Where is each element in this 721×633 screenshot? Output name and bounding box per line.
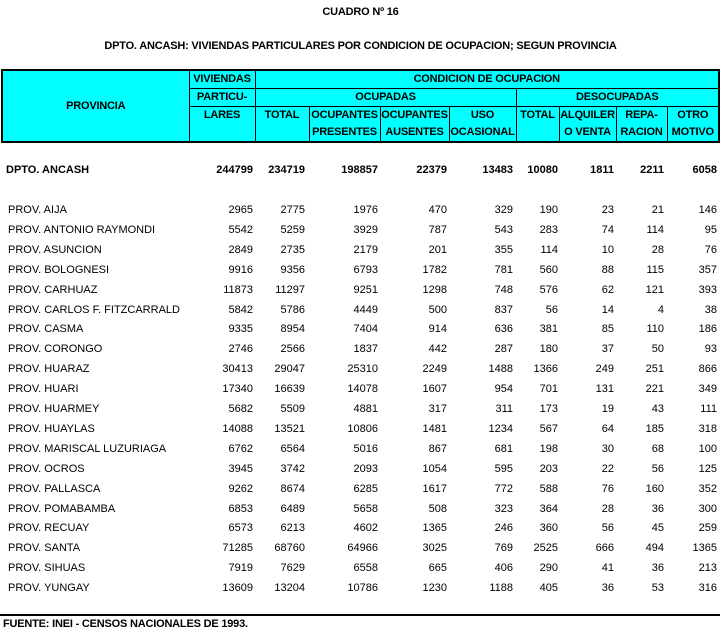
cell-reparacion: 185	[645, 422, 664, 435]
cell-ocup-total: 9356	[280, 263, 305, 276]
cell-reparacion: 221	[645, 383, 664, 396]
cell-reparacion: 115	[646, 263, 664, 276]
cell-viviendas: 9335	[228, 323, 253, 336]
header-ocupadas: OCUPADAS	[255, 89, 516, 107]
cell-reparacion: 114	[646, 223, 664, 236]
cell-ocup-presentes: 4602	[353, 522, 378, 535]
cell-ocup-total: 8954	[280, 323, 305, 336]
cell-des-total: 364	[539, 502, 558, 515]
cell-viviendas: 7919	[228, 562, 253, 575]
header-ocup-presentes-2: PRESENTES	[312, 126, 377, 138]
table-header	[1, 69, 720, 143]
cell-ocup-presentes: 6558	[353, 562, 378, 575]
cell-otro-motivo: 318	[698, 422, 717, 435]
cell-ocup-presentes: 25310	[347, 363, 378, 376]
table-row	[0, 300, 721, 320]
cell-otro-motivo: 393	[698, 283, 717, 296]
cell-alquiler: 131	[595, 383, 614, 396]
cell-uso-ocasional: 323	[494, 502, 513, 515]
header-ocup-ausentes-2: AUSENTES	[385, 126, 444, 138]
cell-uso-ocasional: 355	[494, 243, 513, 256]
cell-ocup-presentes: 6285	[353, 482, 378, 495]
cell-ocup-total: 5786	[280, 303, 305, 316]
cell-ocup-total: 11297	[275, 283, 305, 296]
cell-ocup-ausentes: 787	[428, 223, 447, 236]
cell-otro-motivo: 76	[704, 243, 717, 256]
cell-viviendas: 6853	[228, 502, 253, 515]
table-row	[0, 538, 721, 558]
cell-viviendas: 6573	[228, 522, 253, 535]
cell-reparacion: 110	[646, 323, 664, 336]
cell-ocup-total: 5259	[280, 223, 305, 236]
cell-uso-ocasional: 772	[494, 482, 513, 495]
header-des-total	[516, 107, 559, 143]
cell-ocup-ausentes: 317	[428, 403, 447, 415]
row-name: PROV. AIJA	[8, 204, 67, 216]
cell-viviendas: 5842	[228, 303, 253, 316]
cell-ocup-ausentes: 508	[428, 502, 447, 515]
cell-uso-ocasional: 13483	[482, 164, 513, 176]
cell-ocup-presentes: 5658	[353, 502, 378, 515]
cell-viviendas: 2849	[228, 243, 253, 256]
table-row	[0, 260, 721, 280]
cell-alquiler: 30	[601, 442, 614, 455]
cell-viviendas: 11873	[223, 283, 253, 296]
header-uso-2: OCASIONAL	[450, 126, 515, 138]
cell-ocup-ausentes: 1481	[422, 422, 447, 435]
cell-viviendas: 5682	[228, 403, 253, 415]
cell-des-total: 10080	[527, 164, 558, 176]
cell-ocup-ausentes: 665	[428, 562, 447, 575]
cell-alquiler: 36	[601, 582, 614, 595]
cell-viviendas: 9916	[228, 263, 253, 276]
cell-otro-motivo: 93	[704, 343, 717, 356]
row-name: PROV. ANTONIO RAYMONDI	[8, 223, 156, 236]
row-name: PROV. PALLASCA	[8, 482, 101, 495]
cell-ocup-ausentes: 442	[428, 343, 447, 356]
cell-des-total: 405	[539, 582, 558, 595]
header-condicion: CONDICION DE OCUPACION	[255, 70, 719, 89]
cell-ocup-presentes: 1837	[353, 343, 378, 356]
header-alquiler-2: O VENTA	[564, 126, 611, 138]
table-row	[0, 439, 721, 459]
cell-viviendas: 13609	[222, 582, 253, 595]
cell-uso-ocasional: 287	[494, 343, 513, 356]
cell-ocup-ausentes: 1365	[422, 522, 447, 535]
cell-alquiler: 62	[601, 283, 614, 296]
header-ocup-presentes	[309, 107, 380, 143]
cell-ocup-presentes: 1976	[353, 204, 378, 216]
cell-des-total: 360	[539, 522, 558, 535]
cell-des-total: 190	[539, 204, 558, 216]
table-number: CUADRO Nº 16	[322, 6, 399, 18]
header-ocup-ausentes-1: OCUPANTES	[381, 109, 448, 121]
header-alquiler	[559, 107, 616, 143]
row-name: PROV. POMABAMBA	[8, 502, 116, 515]
cell-alquiler: 85	[601, 323, 614, 336]
cell-alquiler: 10	[601, 243, 614, 256]
cell-otro-motivo: 100	[698, 442, 717, 455]
row-name: PROV. ASUNCION	[8, 243, 102, 256]
cell-des-total: 180	[539, 343, 558, 356]
cell-ocup-total: 5509	[280, 403, 305, 415]
cell-des-total: 173	[539, 403, 558, 415]
header-desocupadas: DESOCUPADAS	[516, 89, 719, 107]
cell-des-total: 701	[539, 383, 558, 396]
cell-otro-motivo: 357	[698, 263, 717, 276]
header-uso-ocasional	[449, 107, 516, 143]
cell-ocup-total: 2775	[280, 204, 305, 216]
table-row	[0, 280, 721, 300]
row-name: PROV. HUARI	[8, 383, 79, 396]
cell-des-total: 1366	[533, 363, 558, 376]
header-reparacion	[616, 107, 667, 143]
table-row	[0, 459, 721, 479]
row-name: PROV. CORONGO	[8, 343, 103, 356]
cell-ocup-total: 6564	[280, 442, 305, 455]
cell-ocup-ausentes: 2249	[422, 363, 447, 376]
row-name: PROV. CARHUAZ	[8, 283, 98, 296]
cell-viviendas: 17340	[222, 383, 253, 396]
cell-viviendas: 6762	[228, 442, 253, 455]
row-name: PROV. RECUAY	[8, 522, 90, 535]
cell-des-total: 56	[545, 303, 558, 316]
cell-ocup-total: 29047	[274, 363, 305, 376]
cell-ocup-ausentes: 1054	[422, 462, 447, 475]
cell-ocup-ausentes: 914	[428, 323, 447, 336]
cell-reparacion: 68	[651, 442, 664, 455]
cell-uso-ocasional: 781	[494, 263, 513, 276]
cell-uso-ocasional: 406	[494, 562, 513, 575]
cell-ocup-total: 2735	[280, 243, 305, 256]
cell-alquiler: 1811	[590, 164, 614, 176]
source-note: FUENTE: INEI - CENSOS NACIONALES DE 1993.	[3, 618, 248, 630]
table-row	[0, 339, 721, 359]
table-row	[0, 419, 721, 439]
header-uso-1: USO	[470, 109, 495, 121]
cell-reparacion: 2211	[640, 164, 664, 176]
cell-viviendas: 71285	[222, 542, 253, 555]
row-name: PROV. CASMA	[8, 323, 84, 336]
cell-ocup-presentes: 5016	[353, 442, 378, 455]
cell-uso-ocasional: 1234	[488, 422, 513, 435]
row-name: PROV. HUARAZ	[8, 363, 90, 376]
cell-ocup-total: 68760	[274, 542, 305, 555]
cell-uso-ocasional: 311	[495, 403, 513, 415]
cell-ocup-total: 7629	[280, 562, 305, 575]
cell-reparacion: 160	[645, 482, 664, 495]
cell-ocup-ausentes: 1298	[422, 283, 447, 296]
cell-reparacion: 45	[651, 522, 664, 535]
cell-alquiler: 76	[601, 482, 614, 495]
cell-otro-motivo: 95	[704, 223, 717, 236]
cell-ocup-presentes: 9251	[353, 283, 378, 296]
header-viviendas-3	[189, 107, 255, 143]
table-row	[0, 518, 721, 538]
cell-otro-motivo: 349	[698, 383, 717, 396]
cell-ocup-total: 2566	[280, 343, 305, 356]
cell-ocup-total: 6213	[280, 522, 305, 535]
cell-des-total: 588	[539, 482, 558, 495]
cell-des-total: 381	[539, 323, 558, 336]
cell-des-total: 203	[539, 462, 558, 475]
table-row	[0, 359, 721, 379]
cell-ocup-presentes: 4881	[353, 403, 378, 415]
cell-ocup-presentes: 64966	[347, 542, 378, 555]
cell-reparacion: 43	[651, 403, 664, 415]
cell-viviendas: 244799	[216, 164, 253, 176]
cell-uso-ocasional: 837	[494, 303, 513, 316]
cell-ocup-total: 8674	[280, 482, 305, 495]
cell-ocup-ausentes: 1782	[422, 263, 447, 276]
row-name: PROV. SIHUAS	[8, 562, 86, 575]
cell-viviendas: 14088	[222, 422, 253, 435]
cell-ocup-presentes: 4449	[353, 303, 378, 316]
cell-ocup-ausentes: 867	[428, 442, 447, 455]
cell-des-total: 576	[539, 283, 558, 296]
cell-uso-ocasional: 246	[494, 522, 513, 535]
header-ocup-total-text: TOTAL	[264, 109, 300, 121]
header-ocup-total	[255, 107, 309, 143]
cell-otro-motivo: 111	[700, 403, 717, 415]
row-name: PROV. BOLOGNESI	[8, 263, 110, 276]
cell-alquiler: 56	[601, 522, 614, 535]
cell-uso-ocasional: 1488	[488, 363, 513, 376]
cell-ocup-presentes: 2179	[353, 243, 378, 256]
cell-ocup-ausentes: 470	[428, 204, 447, 216]
table-row	[0, 319, 721, 339]
cell-alquiler: 41	[601, 562, 614, 575]
table-row	[0, 399, 721, 419]
cell-ocup-ausentes: 1617	[422, 482, 447, 495]
header-viviendas-1: VIVIENDAS	[189, 70, 255, 89]
cell-alquiler: 14	[601, 303, 614, 316]
cell-ocup-total: 13204	[274, 582, 305, 595]
cell-uso-ocasional: 681	[494, 442, 513, 455]
cell-otro-motivo: 213	[698, 562, 717, 575]
cell-alquiler: 249	[595, 363, 614, 376]
table-row	[0, 220, 721, 240]
cell-viviendas: 30413	[222, 363, 253, 376]
cell-ocup-ausentes: 1607	[422, 383, 447, 396]
table-row	[0, 479, 721, 499]
table-row	[0, 240, 721, 260]
header-viviendas-3-text: LARES	[203, 109, 241, 121]
cell-alquiler: 37	[601, 343, 614, 356]
row-name: PROV. HUARMEY	[8, 403, 100, 415]
cell-ocup-total: 3742	[280, 462, 305, 475]
cell-ocup-ausentes: 201	[428, 243, 447, 256]
cell-ocup-presentes: 3929	[353, 223, 378, 236]
cell-alquiler: 74	[601, 223, 614, 236]
cell-reparacion: 21	[651, 204, 664, 216]
table-title: DPTO. ANCASH: VIVIENDAS PARTICULARES POR CONDICION DE OCUPACION; SEGUN PROVINCIA	[104, 40, 617, 52]
cell-des-total: 560	[539, 263, 558, 276]
cell-uso-ocasional: 595	[494, 462, 513, 475]
cell-otro-motivo: 1365	[692, 542, 717, 555]
header-reparacion-2: RACION	[620, 126, 663, 138]
cell-reparacion: 36	[651, 562, 664, 575]
cell-ocup-ausentes: 1230	[422, 582, 447, 595]
cell-otro-motivo: 300	[698, 502, 717, 515]
cell-viviendas: 5542	[228, 223, 253, 236]
total-row	[0, 160, 721, 180]
cell-otro-motivo: 146	[698, 204, 717, 216]
cell-reparacion: 4	[657, 303, 664, 316]
row-name: PROV. MARISCAL LUZURIAGA	[8, 442, 167, 455]
header-otro-2: MOTIVO	[671, 126, 714, 138]
cell-alquiler: 23	[601, 204, 614, 216]
cell-ocup-presentes: 7404	[353, 323, 378, 336]
cell-reparacion: 50	[651, 343, 664, 356]
header-ocup-presentes-1: OCUPANTES	[311, 109, 378, 121]
cell-viviendas: 2965	[228, 204, 253, 216]
table-row	[0, 558, 721, 578]
cell-ocup-ausentes: 22379	[416, 164, 447, 176]
cell-ocup-ausentes: 500	[428, 303, 447, 316]
table-row	[0, 499, 721, 519]
cell-ocup-total: 234719	[268, 164, 305, 176]
row-name: PROV. CARLOS F. FITZCARRALD	[8, 303, 180, 316]
cell-uso-ocasional: 769	[494, 542, 513, 555]
cell-otro-motivo: 866	[698, 363, 717, 376]
cell-ocup-presentes: 10806	[347, 422, 378, 435]
cell-otro-motivo: 352	[698, 482, 717, 495]
cell-ocup-total: 6489	[280, 502, 305, 515]
cell-reparacion: 121	[645, 283, 664, 296]
cell-ocup-total: 13521	[274, 422, 305, 435]
cell-ocup-ausentes: 3025	[422, 542, 447, 555]
header-viviendas-2: PARTICU-	[189, 89, 255, 107]
header-provincia: PROVINCIA	[2, 70, 189, 142]
row-name: PROV. OCROS	[8, 462, 85, 475]
header-ocup-ausentes	[380, 107, 449, 143]
cell-alquiler: 28	[601, 502, 614, 515]
row-name: PROV. HUAYLAS	[8, 422, 95, 435]
cell-ocup-presentes: 2093	[353, 462, 378, 475]
cell-reparacion: 28	[651, 243, 664, 256]
cell-des-total: 283	[539, 223, 558, 236]
cell-otro-motivo: 186	[698, 323, 717, 336]
cell-otro-motivo: 259	[698, 522, 717, 535]
cell-alquiler: 19	[601, 403, 614, 415]
cell-otro-motivo: 6058	[692, 164, 717, 176]
cell-reparacion: 494	[645, 542, 664, 555]
header-otro-motivo	[667, 107, 719, 143]
cell-reparacion: 251	[645, 363, 664, 376]
cell-alquiler: 64	[601, 422, 614, 435]
cell-reparacion: 53	[651, 582, 664, 595]
cell-alquiler: 22	[601, 462, 614, 475]
cell-alquiler: 88	[601, 263, 614, 276]
cell-otro-motivo: 38	[704, 303, 717, 316]
cell-ocup-presentes: 198857	[341, 164, 378, 176]
cell-reparacion: 36	[651, 502, 664, 515]
footer-rule	[0, 614, 720, 616]
cell-uso-ocasional: 329	[494, 204, 513, 216]
table-row	[0, 200, 721, 220]
table-row	[0, 379, 721, 399]
cell-viviendas: 2746	[228, 343, 253, 356]
cell-viviendas: 9262	[228, 482, 253, 495]
cell-ocup-total: 16639	[274, 383, 305, 396]
cell-viviendas: 3945	[228, 462, 253, 475]
cell-uso-ocasional: 748	[494, 283, 513, 296]
cell-uso-ocasional: 543	[494, 223, 513, 236]
cell-otro-motivo: 316	[698, 582, 717, 595]
header-des-total-text: TOTAL	[520, 109, 555, 121]
row-name: DPTO. ANCASH	[6, 164, 90, 176]
cell-uso-ocasional: 1188	[489, 582, 513, 595]
header-otro-1: OTRO	[677, 109, 709, 121]
cell-otro-motivo: 125	[698, 462, 717, 475]
cell-uso-ocasional: 954	[494, 383, 513, 396]
cell-des-total: 114	[540, 243, 558, 256]
cell-des-total: 290	[539, 562, 558, 575]
cell-reparacion: 56	[651, 462, 664, 475]
cell-des-total: 2525	[533, 542, 558, 555]
cell-ocup-presentes: 10786	[347, 582, 378, 595]
row-name: PROV. YUNGAY	[8, 582, 90, 595]
cell-ocup-presentes: 14078	[347, 383, 378, 396]
cell-uso-ocasional: 636	[494, 323, 513, 336]
header-reparacion-1: REPA-	[625, 109, 658, 121]
cell-ocup-presentes: 6793	[353, 263, 378, 276]
table-row	[0, 578, 721, 598]
cell-des-total: 198	[539, 442, 558, 455]
header-alquiler-1: ALQUILER	[560, 109, 615, 121]
cell-alquiler: 666	[595, 542, 614, 555]
cell-des-total: 567	[539, 422, 558, 435]
row-name: PROV. SANTA	[8, 542, 81, 555]
